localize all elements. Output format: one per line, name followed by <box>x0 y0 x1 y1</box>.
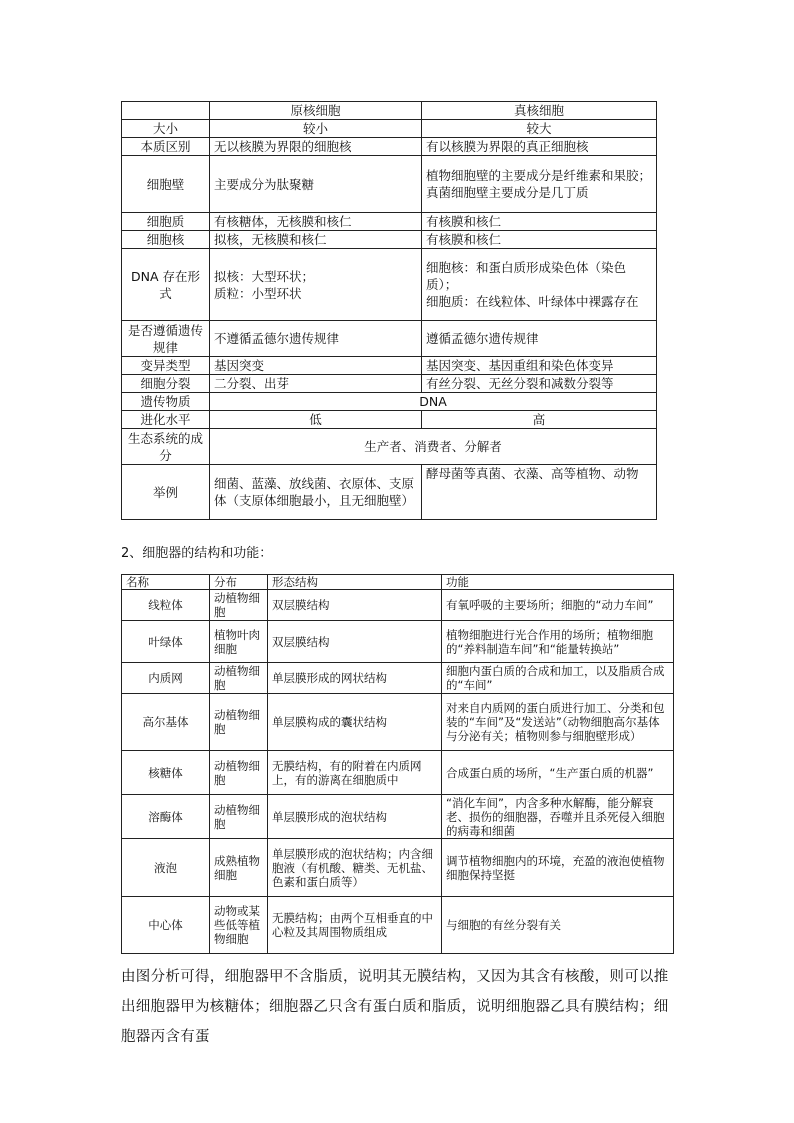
header-cell-distribution: 分布 <box>210 575 268 590</box>
organelle-morphology: 单层膜形成的泡状结构 <box>268 795 442 839</box>
header-cell-morphology: 形态结构 <box>268 575 442 590</box>
row-label: 是否遵循遗传规律 <box>122 321 210 357</box>
prokaryote-eukaryote-table <box>121 101 657 520</box>
organelle-distribution: 成熟植物细胞 <box>210 839 268 897</box>
analysis-paragraph: 由图分析可得，细胞器甲不含脂质，说明其无膜结构，又因为其含有核酸，则可以推出细胞器甲为核糖体；细胞器乙只含有蛋白质和脂质，说明细胞器乙具有膜结构；细胞器丙含有蛋 <box>121 969 669 1045</box>
organelle-distribution: 动植物细胞 <box>210 751 268 795</box>
prokaryote-cell: 主要成分为肽聚糖 <box>210 156 422 213</box>
prokaryote-cell: 拟核，无核膜和核仁 <box>210 231 422 249</box>
eukaryote-cell: 高 <box>422 411 657 429</box>
eukaryote-cell: 细胞核：和蛋白质形成染色体（染色质）； 细胞质：在线粒体、叶绿体中裸露存在 <box>422 249 657 321</box>
prokaryote-cell: 基因突变 <box>210 357 422 375</box>
organelle-morphology: 单层膜形成的泡状结构；内含细胞液（有机酸、糖类、无机盐、色素和蛋白质等） <box>268 839 442 897</box>
organelle-distribution: 动植物细胞 <box>210 694 268 751</box>
prokaryote-cell: 不遵循孟德尔遗传规律 <box>210 321 422 357</box>
header-cell-prokaryote: 原核细胞 <box>210 102 422 120</box>
row-label: 举例 <box>122 465 210 520</box>
table-row <box>122 411 657 429</box>
organelle-function: 有氧呼吸的主要场所；细胞的“动力车间” <box>442 590 674 621</box>
table-row <box>122 621 674 663</box>
organelle-name: 内质网 <box>122 663 210 694</box>
table-row <box>122 429 657 465</box>
organelle-distribution: 动植物细胞 <box>210 590 268 621</box>
row-label: 细胞核 <box>122 231 210 249</box>
eukaryote-cell: 基因突变、基因重组和染色体变异 <box>422 357 657 375</box>
row-label: 进化水平 <box>122 411 210 429</box>
eukaryote-cell: 植物细胞壁的主要成分是纤维素和果胶；真菌细胞壁主要成分是几丁质 <box>422 156 657 213</box>
organelle-morphology: 无膜结构，有的附着在内质网上，有的游离在细胞质中 <box>268 751 442 795</box>
organelle-name: 核糖体 <box>122 751 210 795</box>
eukaryote-cell: 较大 <box>422 120 657 138</box>
organelle-function: 调节植物细胞内的环境，充盈的液泡使植物细胞保持坚挺 <box>442 839 674 897</box>
row-label: 本质区别 <box>122 138 210 156</box>
table-row <box>122 213 657 231</box>
organelle-distribution: 动植物细胞 <box>210 795 268 839</box>
organelle-function: 与细胞的有丝分裂有关 <box>442 897 674 954</box>
table-header-row <box>122 575 674 590</box>
table-row <box>122 897 674 954</box>
organelle-morphology: 无膜结构；由两个互相垂直的中心粒及其周围物质组成 <box>268 897 442 954</box>
shared-cell: 生产者、消费者、分解者 <box>210 429 657 465</box>
table-row <box>122 231 657 249</box>
organelle-morphology: 单层膜构成的囊状结构 <box>268 694 442 751</box>
table-row <box>122 590 674 621</box>
organelle-morphology: 单层膜形成的网状结构 <box>268 663 442 694</box>
header-cell-function: 功能 <box>442 575 674 590</box>
organelle-function: 细胞内蛋白质的合成和加工，以及脂质合成的“车间” <box>442 663 674 694</box>
row-label: 遗传物质 <box>122 393 210 411</box>
table-row <box>122 795 674 839</box>
prokaryote-cell: 二分裂、出芽 <box>210 375 422 393</box>
table-row <box>122 465 657 520</box>
prokaryote-cell: 无以核膜为界限的细胞核 <box>210 138 422 156</box>
organelle-distribution: 植物叶肉细胞 <box>210 621 268 663</box>
organelle-function: 合成蛋白质的场所，“生产蛋白质的机器” <box>442 751 674 795</box>
eukaryote-cell: 遵循孟德尔遗传规律 <box>422 321 657 357</box>
row-label: 细胞壁 <box>122 156 210 213</box>
table-row <box>122 249 657 321</box>
table-row <box>122 694 674 751</box>
row-label: 细胞分裂 <box>122 375 210 393</box>
table-row <box>122 839 674 897</box>
prokaryote-cell: 拟核：大型环状； 质粒：小型环状 <box>210 249 422 321</box>
eukaryote-cell: 有丝分裂、无丝分裂和减数分裂等 <box>422 375 657 393</box>
table-row <box>122 751 674 795</box>
header-cell-eukaryote: 真核细胞 <box>422 102 657 120</box>
table-row <box>122 393 657 411</box>
table-row <box>122 357 657 375</box>
organelle-name: 液泡 <box>122 839 210 897</box>
organelle-function: 植物细胞进行光合作用的场所；植物细胞的“养料制造车间”和“能量转换站” <box>442 621 674 663</box>
table-row <box>122 375 657 393</box>
organelle-name: 高尔基体 <box>122 694 210 751</box>
eukaryote-cell: 酵母菌等真菌、衣藻、高等植物、动物 <box>422 465 657 520</box>
organelle-name: 溶酶体 <box>122 795 210 839</box>
organelle-function: 对来自内质网的蛋白质进行加工、分类和包装的“车间”及“发送站”（动物细胞高尔基体与分泌有关；植物则参与细胞壁形成） <box>442 694 674 751</box>
prokaryote-cell: 低 <box>210 411 422 429</box>
header-cell <box>122 102 210 120</box>
prokaryote-cell: 较小 <box>210 120 422 138</box>
section-heading: 2、细胞器的结构和功能： <box>121 546 273 561</box>
prokaryote-cell: 细菌、蓝藻、放线菌、衣原体、支原体（支原体细胞最小，且无细胞壁） <box>210 465 422 520</box>
header-cell-name: 名称 <box>122 575 210 590</box>
row-label: 生态系统的成分 <box>122 429 210 465</box>
shared-cell: DNA <box>210 393 657 411</box>
table-row <box>122 138 657 156</box>
prokaryote-cell: 有核糖体，无核膜和核仁 <box>210 213 422 231</box>
organelle-name: 叶绿体 <box>122 621 210 663</box>
row-label: 细胞质 <box>122 213 210 231</box>
row-label: 大小 <box>122 120 210 138</box>
eukaryote-cell: 有核膜和核仁 <box>422 231 657 249</box>
table-row <box>122 321 657 357</box>
eukaryote-cell: 有以核膜为界限的真正细胞核 <box>422 138 657 156</box>
organelle-name: 中心体 <box>122 897 210 954</box>
organelle-table <box>121 574 674 954</box>
table-row <box>122 156 657 213</box>
table-row <box>122 120 657 138</box>
organelle-distribution: 动物或某些低等植物细胞 <box>210 897 268 954</box>
organelle-function: “消化车间”，内含多种水解酶，能分解衰老、损伤的细胞器，吞噬并且杀死侵入细胞的病毒和细菌 <box>442 795 674 839</box>
eukaryote-cell: 有核膜和核仁 <box>422 213 657 231</box>
row-label: DNA 存在形式 <box>122 249 210 321</box>
table-header-row <box>122 102 657 120</box>
organelle-morphology: 双层膜结构 <box>268 590 442 621</box>
organelle-distribution: 动植物细胞 <box>210 663 268 694</box>
row-label: 变异类型 <box>122 357 210 375</box>
organelle-morphology: 双层膜结构 <box>268 621 442 663</box>
table-row <box>122 663 674 694</box>
organelle-name: 线粒体 <box>122 590 210 621</box>
